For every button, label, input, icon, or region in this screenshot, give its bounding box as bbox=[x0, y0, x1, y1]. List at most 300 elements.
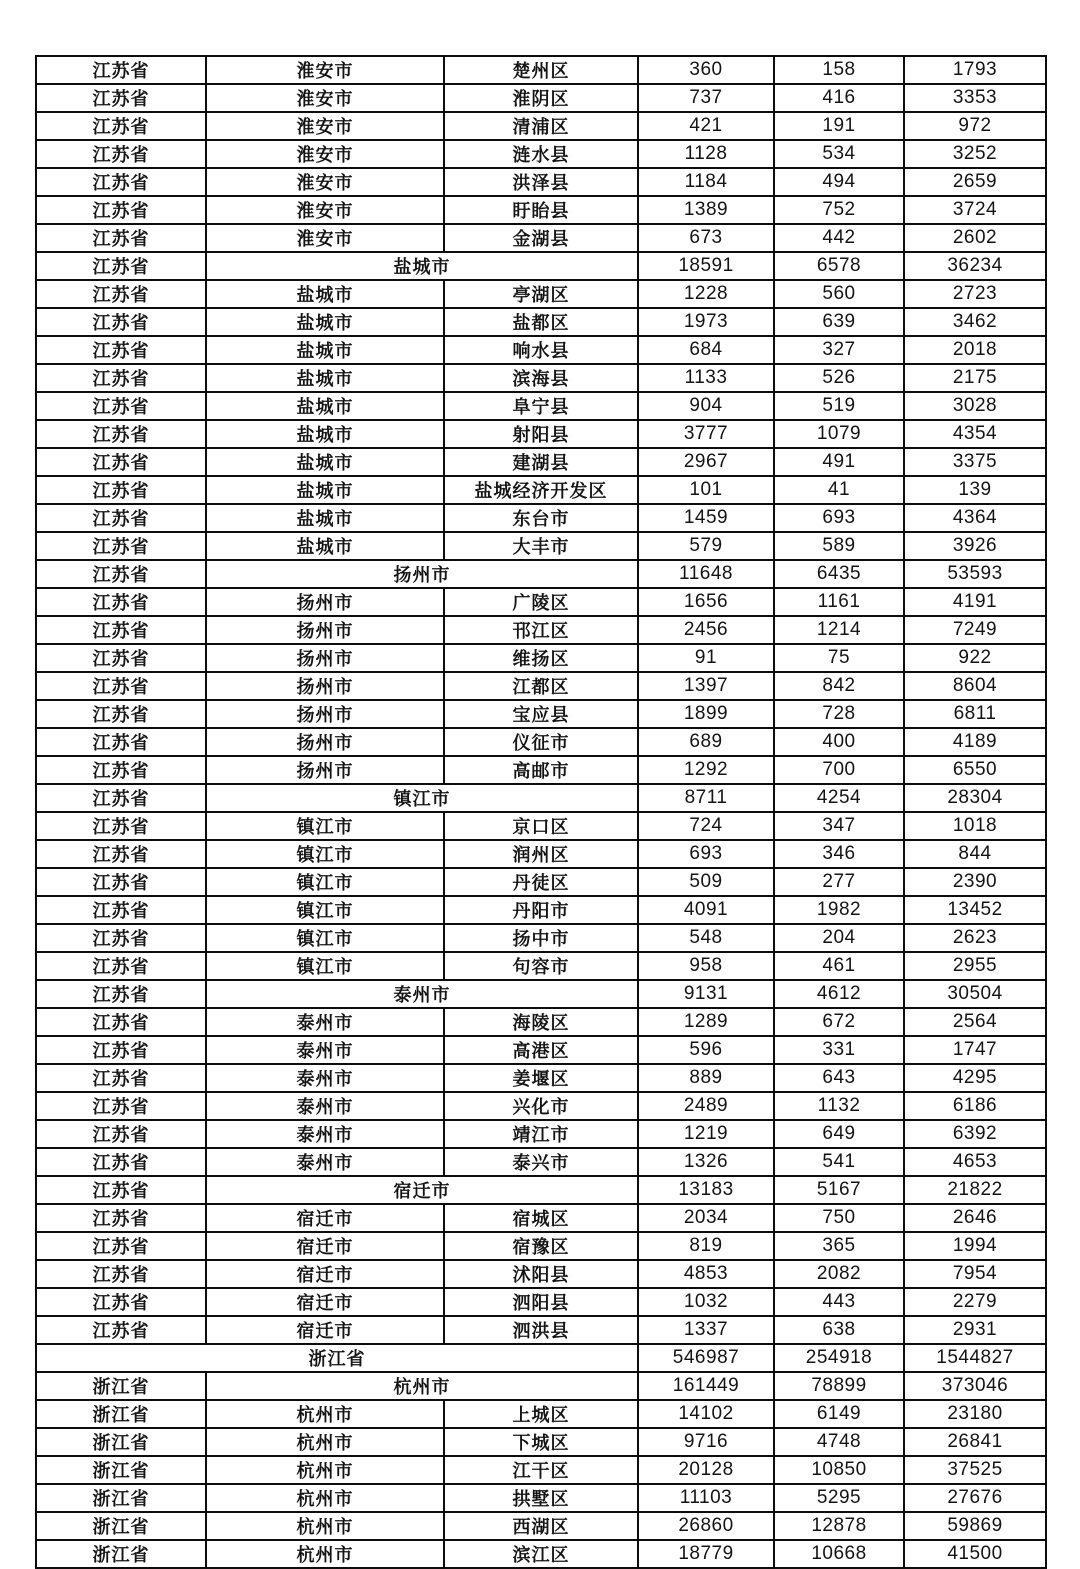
value-cell: 689 bbox=[638, 728, 774, 756]
value-cell: 400 bbox=[774, 728, 904, 756]
table-row bbox=[36, 364, 1046, 392]
table-row bbox=[36, 868, 1046, 896]
province-cell: 江苏省 bbox=[36, 112, 206, 140]
district-cell: 泰兴市 bbox=[444, 1148, 638, 1176]
value-cell: 2456 bbox=[638, 616, 774, 644]
value-cell: 2967 bbox=[638, 448, 774, 476]
table-row bbox=[36, 1484, 1046, 1512]
value-cell: 13452 bbox=[904, 896, 1046, 924]
district-cell: 淮阴区 bbox=[444, 84, 638, 112]
value-cell: 1397 bbox=[638, 672, 774, 700]
district-cell: 扬中市 bbox=[444, 924, 638, 952]
value-cell: 158 bbox=[774, 56, 904, 84]
value-cell: 672 bbox=[774, 1008, 904, 1036]
city-cell: 泰州市 bbox=[206, 1036, 444, 1064]
value-cell: 2931 bbox=[904, 1316, 1046, 1344]
value-cell: 14102 bbox=[638, 1400, 774, 1428]
value-cell: 728 bbox=[774, 700, 904, 728]
value-cell: 9131 bbox=[638, 980, 774, 1008]
city-cell: 淮安市 bbox=[206, 224, 444, 252]
table-row bbox=[36, 756, 1046, 784]
value-cell: 2564 bbox=[904, 1008, 1046, 1036]
province-cell: 江苏省 bbox=[36, 756, 206, 784]
district-cell: 丹徒区 bbox=[444, 868, 638, 896]
value-cell: 461 bbox=[774, 952, 904, 980]
value-cell: 1389 bbox=[638, 196, 774, 224]
table-row bbox=[36, 1512, 1046, 1540]
province-cell: 江苏省 bbox=[36, 308, 206, 336]
value-cell: 752 bbox=[774, 196, 904, 224]
province-cell: 江苏省 bbox=[36, 448, 206, 476]
province-cell: 江苏省 bbox=[36, 168, 206, 196]
value-cell: 4091 bbox=[638, 896, 774, 924]
value-cell: 1128 bbox=[638, 140, 774, 168]
value-cell: 443 bbox=[774, 1288, 904, 1316]
value-cell: 700 bbox=[774, 756, 904, 784]
value-cell: 204 bbox=[774, 924, 904, 952]
province-cell: 江苏省 bbox=[36, 1260, 206, 1288]
city-cell: 镇江市 bbox=[206, 812, 444, 840]
value-cell: 1544827 bbox=[904, 1344, 1046, 1372]
value-cell: 3462 bbox=[904, 308, 1046, 336]
district-cell: 滨海县 bbox=[444, 364, 638, 392]
value-cell: 1994 bbox=[904, 1232, 1046, 1260]
value-cell: 4354 bbox=[904, 420, 1046, 448]
value-cell: 750 bbox=[774, 1204, 904, 1232]
value-cell: 5167 bbox=[774, 1176, 904, 1204]
table-row bbox=[36, 644, 1046, 672]
table-row bbox=[36, 784, 1046, 812]
district-cell: 丹阳市 bbox=[444, 896, 638, 924]
value-cell: 541 bbox=[774, 1148, 904, 1176]
city-cell: 镇江市 bbox=[206, 952, 444, 980]
table-row bbox=[36, 532, 1046, 560]
city-total-cell: 扬州市 bbox=[206, 560, 638, 588]
value-cell: 922 bbox=[904, 644, 1046, 672]
value-cell: 1337 bbox=[638, 1316, 774, 1344]
district-cell: 宝应县 bbox=[444, 700, 638, 728]
district-cell: 京口区 bbox=[444, 812, 638, 840]
table-row bbox=[36, 980, 1046, 1008]
city-total-cell: 宿迁市 bbox=[206, 1176, 638, 1204]
table-row bbox=[36, 1148, 1046, 1176]
province-total-cell: 浙江省 bbox=[36, 1344, 638, 1372]
value-cell: 4653 bbox=[904, 1148, 1046, 1176]
province-cell: 江苏省 bbox=[36, 1008, 206, 1036]
city-cell: 扬州市 bbox=[206, 644, 444, 672]
value-cell: 20128 bbox=[638, 1456, 774, 1484]
district-cell: 仪征市 bbox=[444, 728, 638, 756]
value-cell: 1326 bbox=[638, 1148, 774, 1176]
value-cell: 3252 bbox=[904, 140, 1046, 168]
district-cell: 楚州区 bbox=[444, 56, 638, 84]
province-cell: 江苏省 bbox=[36, 868, 206, 896]
province-cell: 浙江省 bbox=[36, 1456, 206, 1484]
value-cell: 2623 bbox=[904, 924, 1046, 952]
table-row bbox=[36, 1064, 1046, 1092]
value-cell: 1982 bbox=[774, 896, 904, 924]
value-cell: 1161 bbox=[774, 588, 904, 616]
value-cell: 91 bbox=[638, 644, 774, 672]
table-row bbox=[36, 896, 1046, 924]
value-cell: 139 bbox=[904, 476, 1046, 504]
district-cell: 亭湖区 bbox=[444, 280, 638, 308]
table-row bbox=[36, 1288, 1046, 1316]
value-cell: 1292 bbox=[638, 756, 774, 784]
value-cell: 11648 bbox=[638, 560, 774, 588]
value-cell: 1184 bbox=[638, 168, 774, 196]
district-cell: 兴化市 bbox=[444, 1092, 638, 1120]
province-cell: 江苏省 bbox=[36, 336, 206, 364]
district-cell: 润州区 bbox=[444, 840, 638, 868]
value-cell: 7249 bbox=[904, 616, 1046, 644]
value-cell: 59869 bbox=[904, 1512, 1046, 1540]
city-cell: 镇江市 bbox=[206, 924, 444, 952]
value-cell: 26860 bbox=[638, 1512, 774, 1540]
province-cell: 浙江省 bbox=[36, 1428, 206, 1456]
value-cell: 737 bbox=[638, 84, 774, 112]
district-cell: 宿城区 bbox=[444, 1204, 638, 1232]
table-row bbox=[36, 1428, 1046, 1456]
province-cell: 江苏省 bbox=[36, 1288, 206, 1316]
city-total-cell: 盐城市 bbox=[206, 252, 638, 280]
table-row bbox=[36, 56, 1046, 84]
city-cell: 扬州市 bbox=[206, 756, 444, 784]
table-row bbox=[36, 616, 1046, 644]
table-row bbox=[36, 392, 1046, 420]
district-cell: 大丰市 bbox=[444, 532, 638, 560]
city-cell: 扬州市 bbox=[206, 588, 444, 616]
province-cell: 江苏省 bbox=[36, 84, 206, 112]
table-row bbox=[36, 1260, 1046, 1288]
table-row bbox=[36, 224, 1046, 252]
value-cell: 1228 bbox=[638, 280, 774, 308]
value-cell: 9716 bbox=[638, 1428, 774, 1456]
province-cell: 江苏省 bbox=[36, 1036, 206, 1064]
table-row bbox=[36, 280, 1046, 308]
table-row bbox=[36, 420, 1046, 448]
value-cell: 509 bbox=[638, 868, 774, 896]
value-cell: 2390 bbox=[904, 868, 1046, 896]
table-row bbox=[36, 1456, 1046, 1484]
city-cell: 泰州市 bbox=[206, 1120, 444, 1148]
table-row bbox=[36, 308, 1046, 336]
value-cell: 684 bbox=[638, 336, 774, 364]
table-row bbox=[36, 1204, 1046, 1232]
value-cell: 4295 bbox=[904, 1064, 1046, 1092]
value-cell: 3777 bbox=[638, 420, 774, 448]
district-cell: 东台市 bbox=[444, 504, 638, 532]
table-row bbox=[36, 1372, 1046, 1400]
district-cell: 滨江区 bbox=[444, 1540, 638, 1568]
value-cell: 2602 bbox=[904, 224, 1046, 252]
province-cell: 江苏省 bbox=[36, 924, 206, 952]
province-cell: 江苏省 bbox=[36, 1316, 206, 1344]
province-cell: 浙江省 bbox=[36, 1372, 206, 1400]
city-total-cell: 镇江市 bbox=[206, 784, 638, 812]
value-cell: 1032 bbox=[638, 1288, 774, 1316]
province-cell: 江苏省 bbox=[36, 420, 206, 448]
city-cell: 泰州市 bbox=[206, 1008, 444, 1036]
value-cell: 2279 bbox=[904, 1288, 1046, 1316]
value-cell: 6392 bbox=[904, 1120, 1046, 1148]
value-cell: 1793 bbox=[904, 56, 1046, 84]
province-cell: 浙江省 bbox=[36, 1484, 206, 1512]
province-cell: 江苏省 bbox=[36, 364, 206, 392]
table-row bbox=[36, 840, 1046, 868]
value-cell: 2646 bbox=[904, 1204, 1046, 1232]
value-cell: 2489 bbox=[638, 1092, 774, 1120]
city-cell: 淮安市 bbox=[206, 168, 444, 196]
value-cell: 639 bbox=[774, 308, 904, 336]
province-cell: 浙江省 bbox=[36, 1400, 206, 1428]
value-cell: 331 bbox=[774, 1036, 904, 1064]
province-cell: 江苏省 bbox=[36, 812, 206, 840]
value-cell: 277 bbox=[774, 868, 904, 896]
province-cell: 浙江省 bbox=[36, 1512, 206, 1540]
district-cell: 响水县 bbox=[444, 336, 638, 364]
district-cell: 清浦区 bbox=[444, 112, 638, 140]
province-cell: 江苏省 bbox=[36, 896, 206, 924]
province-cell: 浙江省 bbox=[36, 1540, 206, 1568]
city-cell: 泰州市 bbox=[206, 1148, 444, 1176]
value-cell: 1747 bbox=[904, 1036, 1046, 1064]
table-row bbox=[36, 1540, 1046, 1568]
value-cell: 526 bbox=[774, 364, 904, 392]
table-row bbox=[36, 700, 1046, 728]
city-cell: 盐城市 bbox=[206, 476, 444, 504]
table-row bbox=[36, 1344, 1046, 1372]
district-cell: 建湖县 bbox=[444, 448, 638, 476]
value-cell: 191 bbox=[774, 112, 904, 140]
value-cell: 2175 bbox=[904, 364, 1046, 392]
value-cell: 1132 bbox=[774, 1092, 904, 1120]
district-cell: 上城区 bbox=[444, 1400, 638, 1428]
district-cell: 洪泽县 bbox=[444, 168, 638, 196]
city-cell: 盐城市 bbox=[206, 448, 444, 476]
value-cell: 3724 bbox=[904, 196, 1046, 224]
region-statistics-table bbox=[35, 55, 1047, 1569]
province-cell: 江苏省 bbox=[36, 504, 206, 532]
value-cell: 3375 bbox=[904, 448, 1046, 476]
province-cell: 江苏省 bbox=[36, 952, 206, 980]
value-cell: 494 bbox=[774, 168, 904, 196]
value-cell: 416 bbox=[774, 84, 904, 112]
province-cell: 江苏省 bbox=[36, 700, 206, 728]
value-cell: 41500 bbox=[904, 1540, 1046, 1568]
value-cell: 346 bbox=[774, 840, 904, 868]
value-cell: 1459 bbox=[638, 504, 774, 532]
value-cell: 1289 bbox=[638, 1008, 774, 1036]
value-cell: 4254 bbox=[774, 784, 904, 812]
province-cell: 江苏省 bbox=[36, 728, 206, 756]
province-cell: 江苏省 bbox=[36, 644, 206, 672]
district-cell: 维扬区 bbox=[444, 644, 638, 672]
district-cell: 宿豫区 bbox=[444, 1232, 638, 1260]
value-cell: 18591 bbox=[638, 252, 774, 280]
table-row bbox=[36, 168, 1046, 196]
province-cell: 江苏省 bbox=[36, 476, 206, 504]
value-cell: 4612 bbox=[774, 980, 904, 1008]
value-cell: 41 bbox=[774, 476, 904, 504]
value-cell: 1219 bbox=[638, 1120, 774, 1148]
value-cell: 6811 bbox=[904, 700, 1046, 728]
city-cell: 盐城市 bbox=[206, 308, 444, 336]
province-cell: 江苏省 bbox=[36, 224, 206, 252]
table-row bbox=[36, 504, 1046, 532]
province-cell: 江苏省 bbox=[36, 1092, 206, 1120]
value-cell: 2018 bbox=[904, 336, 1046, 364]
table-row bbox=[36, 1008, 1046, 1036]
city-cell: 盐城市 bbox=[206, 392, 444, 420]
district-cell: 金湖县 bbox=[444, 224, 638, 252]
province-cell: 江苏省 bbox=[36, 1204, 206, 1232]
value-cell: 421 bbox=[638, 112, 774, 140]
city-cell: 泰州市 bbox=[206, 1092, 444, 1120]
table-row bbox=[36, 1400, 1046, 1428]
city-cell: 泰州市 bbox=[206, 1064, 444, 1092]
value-cell: 844 bbox=[904, 840, 1046, 868]
district-cell: 盐城经济开发区 bbox=[444, 476, 638, 504]
value-cell: 724 bbox=[638, 812, 774, 840]
province-cell: 江苏省 bbox=[36, 672, 206, 700]
city-cell: 镇江市 bbox=[206, 868, 444, 896]
value-cell: 1899 bbox=[638, 700, 774, 728]
value-cell: 596 bbox=[638, 1036, 774, 1064]
value-cell: 28304 bbox=[904, 784, 1046, 812]
district-cell: 句容市 bbox=[444, 952, 638, 980]
value-cell: 4748 bbox=[774, 1428, 904, 1456]
city-cell: 盐城市 bbox=[206, 336, 444, 364]
value-cell: 254918 bbox=[774, 1344, 904, 1372]
value-cell: 842 bbox=[774, 672, 904, 700]
value-cell: 6578 bbox=[774, 252, 904, 280]
city-cell: 盐城市 bbox=[206, 420, 444, 448]
value-cell: 1133 bbox=[638, 364, 774, 392]
table-row bbox=[36, 1092, 1046, 1120]
value-cell: 18779 bbox=[638, 1540, 774, 1568]
province-cell: 江苏省 bbox=[36, 280, 206, 308]
district-cell: 靖江市 bbox=[444, 1120, 638, 1148]
value-cell: 546987 bbox=[638, 1344, 774, 1372]
city-cell: 扬州市 bbox=[206, 616, 444, 644]
province-cell: 江苏省 bbox=[36, 56, 206, 84]
value-cell: 36234 bbox=[904, 252, 1046, 280]
value-cell: 365 bbox=[774, 1232, 904, 1260]
province-cell: 江苏省 bbox=[36, 1176, 206, 1204]
value-cell: 75 bbox=[774, 644, 904, 672]
province-cell: 江苏省 bbox=[36, 532, 206, 560]
city-cell: 淮安市 bbox=[206, 196, 444, 224]
value-cell: 819 bbox=[638, 1232, 774, 1260]
value-cell: 8604 bbox=[904, 672, 1046, 700]
value-cell: 958 bbox=[638, 952, 774, 980]
value-cell: 3926 bbox=[904, 532, 1046, 560]
value-cell: 491 bbox=[774, 448, 904, 476]
table-row bbox=[36, 84, 1046, 112]
value-cell: 643 bbox=[774, 1064, 904, 1092]
city-cell: 扬州市 bbox=[206, 728, 444, 756]
city-cell: 扬州市 bbox=[206, 672, 444, 700]
value-cell: 649 bbox=[774, 1120, 904, 1148]
value-cell: 2955 bbox=[904, 952, 1046, 980]
value-cell: 1018 bbox=[904, 812, 1046, 840]
table-row bbox=[36, 560, 1046, 588]
district-cell: 泗阳县 bbox=[444, 1288, 638, 1316]
city-cell: 扬州市 bbox=[206, 700, 444, 728]
city-cell: 淮安市 bbox=[206, 56, 444, 84]
value-cell: 6435 bbox=[774, 560, 904, 588]
city-cell: 杭州市 bbox=[206, 1400, 444, 1428]
table-row bbox=[36, 448, 1046, 476]
table-row bbox=[36, 336, 1046, 364]
value-cell: 4364 bbox=[904, 504, 1046, 532]
city-cell: 淮安市 bbox=[206, 112, 444, 140]
table-row bbox=[36, 476, 1046, 504]
province-cell: 江苏省 bbox=[36, 1120, 206, 1148]
value-cell: 1079 bbox=[774, 420, 904, 448]
value-cell: 693 bbox=[638, 840, 774, 868]
province-cell: 江苏省 bbox=[36, 196, 206, 224]
value-cell: 347 bbox=[774, 812, 904, 840]
table-row bbox=[36, 588, 1046, 616]
value-cell: 6149 bbox=[774, 1400, 904, 1428]
table-row bbox=[36, 112, 1046, 140]
value-cell: 101 bbox=[638, 476, 774, 504]
district-cell: 涟水县 bbox=[444, 140, 638, 168]
value-cell: 519 bbox=[774, 392, 904, 420]
city-cell: 盐城市 bbox=[206, 364, 444, 392]
province-cell: 江苏省 bbox=[36, 588, 206, 616]
city-cell: 杭州市 bbox=[206, 1540, 444, 1568]
value-cell: 693 bbox=[774, 504, 904, 532]
district-cell: 盱眙县 bbox=[444, 196, 638, 224]
table-row bbox=[36, 1120, 1046, 1148]
table-row bbox=[36, 1316, 1046, 1344]
district-cell: 广陵区 bbox=[444, 588, 638, 616]
district-cell: 西湖区 bbox=[444, 1512, 638, 1540]
table-row bbox=[36, 1176, 1046, 1204]
value-cell: 78899 bbox=[774, 1372, 904, 1400]
city-cell: 盐城市 bbox=[206, 532, 444, 560]
district-cell: 高港区 bbox=[444, 1036, 638, 1064]
value-cell: 10850 bbox=[774, 1456, 904, 1484]
value-cell: 442 bbox=[774, 224, 904, 252]
value-cell: 1214 bbox=[774, 616, 904, 644]
city-cell: 杭州市 bbox=[206, 1456, 444, 1484]
value-cell: 904 bbox=[638, 392, 774, 420]
value-cell: 37525 bbox=[904, 1456, 1046, 1484]
value-cell: 2034 bbox=[638, 1204, 774, 1232]
city-cell: 宿迁市 bbox=[206, 1232, 444, 1260]
province-cell: 江苏省 bbox=[36, 1148, 206, 1176]
value-cell: 12878 bbox=[774, 1512, 904, 1540]
province-cell: 江苏省 bbox=[36, 392, 206, 420]
province-cell: 江苏省 bbox=[36, 1232, 206, 1260]
value-cell: 327 bbox=[774, 336, 904, 364]
value-cell: 373046 bbox=[904, 1372, 1046, 1400]
value-cell: 26841 bbox=[904, 1428, 1046, 1456]
province-cell: 江苏省 bbox=[36, 980, 206, 1008]
value-cell: 6550 bbox=[904, 756, 1046, 784]
value-cell: 638 bbox=[774, 1316, 904, 1344]
value-cell: 2723 bbox=[904, 280, 1046, 308]
city-cell: 镇江市 bbox=[206, 896, 444, 924]
province-cell: 江苏省 bbox=[36, 616, 206, 644]
value-cell: 548 bbox=[638, 924, 774, 952]
district-cell: 沭阳县 bbox=[444, 1260, 638, 1288]
city-cell: 盐城市 bbox=[206, 504, 444, 532]
